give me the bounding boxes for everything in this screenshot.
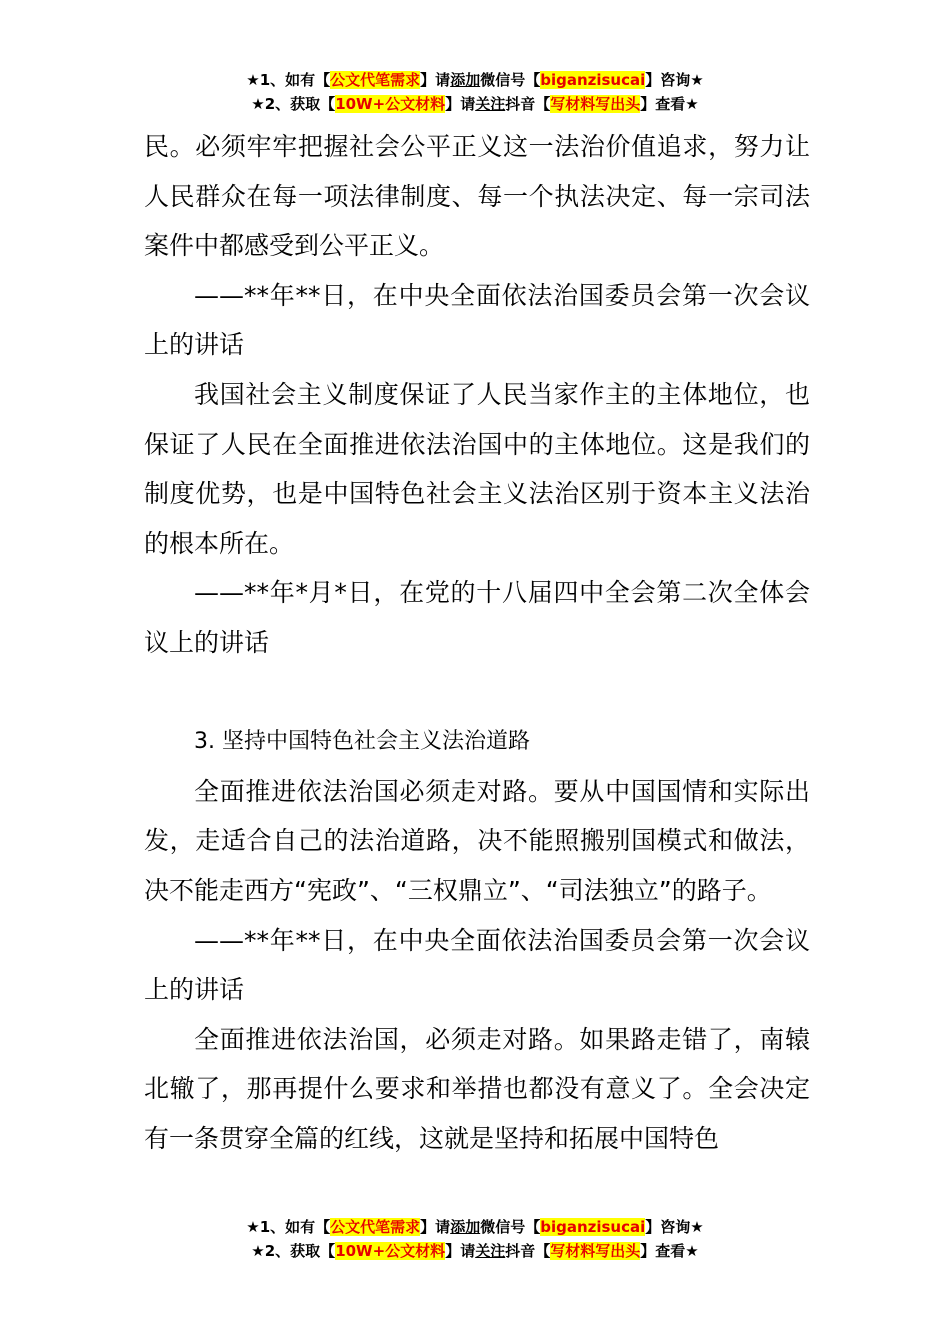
- quote-source: ——**年*月*日，在党的十八届四中全会第二次全体会议上的讲话: [144, 578, 810, 657]
- paragraph: 全面推进依法治国必须走对路。要从中国国情和实际出发，走适合自己的法治道路，决不能照搬别国模式和做法，决不能走西方“宪政”、“三权鼎立”、“司法独立”的路子。: [144, 776, 810, 905]
- banner-wechat-id: biganzisucai: [540, 71, 646, 89]
- document-body: [144, 122, 810, 1163]
- banner-highlight: 公文代笔需求: [330, 71, 421, 89]
- section-heading: 3. 坚持中国特色社会主义法治道路: [194, 729, 530, 755]
- paragraph: 全面推进依法治国，必须走对路。如果路走错了，南辕北辙了，那再提什么要求和举措也都没有意义了。全会决定有一条贯穿全篇的红线，这就是坚持和拓展中国特色: [144, 1024, 810, 1153]
- banner-line-2: ★2、获取【10W+公文材料】请关注抖音【写材料写出头】查看★: [251, 95, 699, 113]
- banner-douyin-id: 写材料写出头: [550, 1242, 641, 1260]
- footer-banner: [0, 1215, 950, 1263]
- banner-highlight: 公文代笔需求: [330, 1218, 421, 1236]
- spacer: [144, 668, 810, 718]
- banner-highlight: 10W+公文材料: [335, 95, 446, 113]
- quote-source: ——**年**日，在中央全面依法治国委员会第一次会议上的讲话: [144, 925, 810, 1005]
- paragraph-continuation: 民。必须牢牢把握社会公平正义这一法治价值追求，努力让人民群众在每一项法律制度、每一个执法决定、每一宗司法案件中都感受到公平正义。: [144, 132, 810, 261]
- banner-line-1: ★1、如有【公文代笔需求】请添加微信号【biganzisucai】咨询★: [246, 1218, 704, 1236]
- banner-douyin-id: 写材料写出头: [550, 95, 641, 113]
- quote-source: ——**年**日，在中央全面依法治国委员会第一次会议上的讲话: [144, 280, 810, 360]
- header-banner: [0, 68, 950, 116]
- banner-highlight: 10W+公文材料: [335, 1242, 446, 1260]
- banner-line-1: ★1、如有【公文代笔需求】请添加微信号【biganzisucai】咨询★: [246, 71, 704, 89]
- banner-wechat-id: biganzisucai: [540, 1218, 646, 1236]
- paragraph: 我国社会主义制度保证了人民当家作主的主体地位，也保证了人民在全面推进依法治国中的主体地位。这是我们的制度优势，也是中国特色社会主义法治区别于资本主义法治的根本所在。: [144, 379, 810, 558]
- banner-line-2: ★2、获取【10W+公文材料】请关注抖音【写材料写出头】查看★: [251, 1242, 699, 1260]
